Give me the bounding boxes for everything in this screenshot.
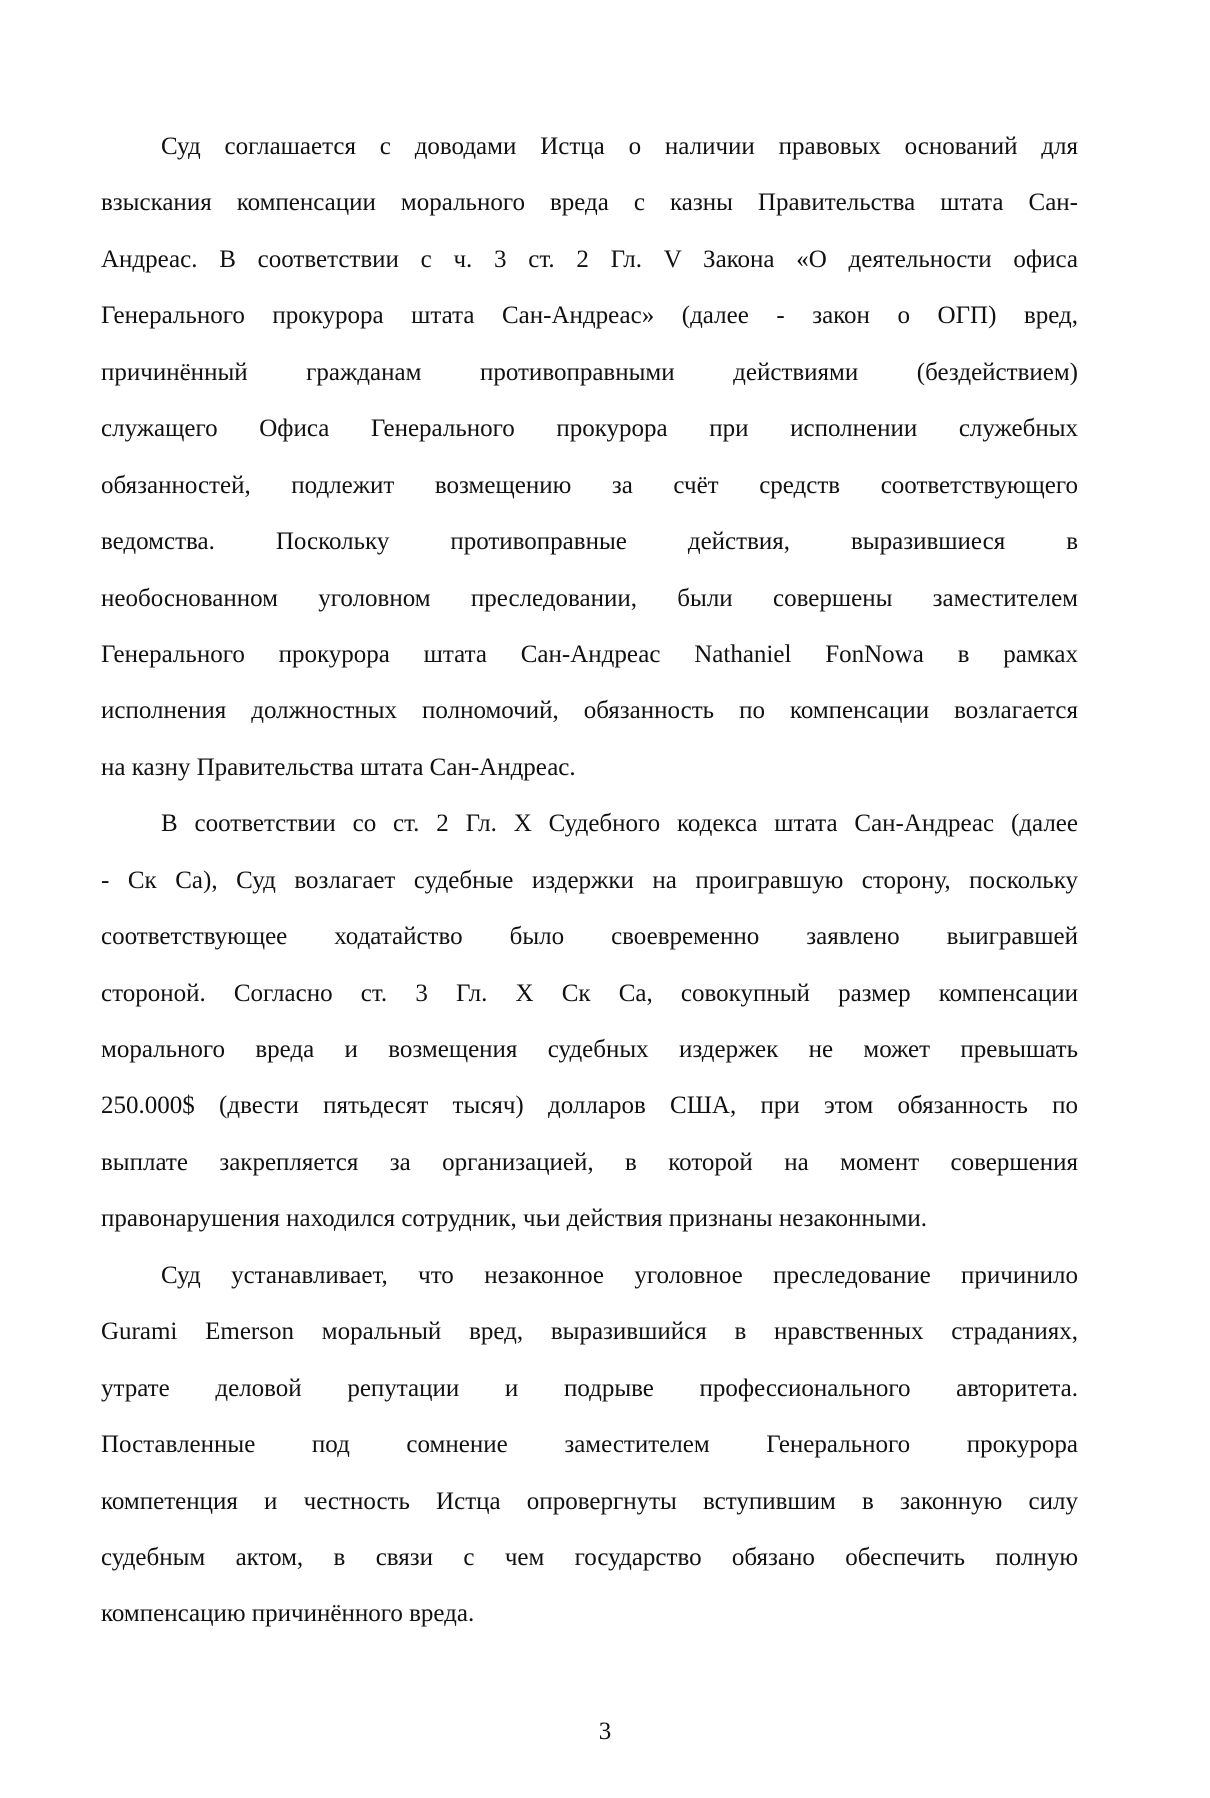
page-number: 3 xyxy=(598,1718,612,1745)
text-line: служащего Офиса Генерального прокурора при исполнении служебных xyxy=(101,415,1078,443)
text-line: утрате деловой репутации и подрыве профессионального авторитета. xyxy=(101,1374,1078,1402)
text-line: соответствующее ходатайство было своевременно заявлено выигравшей xyxy=(101,923,1078,951)
text-line: исполнения должностных полномочий, обязанность по компенсации возлагается xyxy=(101,697,1078,725)
document-body xyxy=(101,119,1078,1643)
text-line: Андреас. В соответствии с ч. 3 ст. 2 Гл. V Закона «О деятельности офиса xyxy=(101,245,1078,273)
text-line: судебным актом, в связи с чем государство обязано обеспечить полную xyxy=(101,1543,1078,1571)
paragraph xyxy=(101,119,1078,796)
text-line: выплате закрепляется за организацией, в которой на момент совершения xyxy=(101,1148,1078,1176)
text-line: Суд устанавливает, что незаконное уголовное преследование причинило xyxy=(161,1261,1078,1289)
text-line: Генерального прокурора штата Сан-Андреас» (далее - закон о ОГП) вред, xyxy=(101,302,1078,330)
text-line: В соответствии со ст. 2 Гл. X Судебного кодекса штата Сан-Андреас (далее xyxy=(161,810,1078,838)
text-line: компетенция и честность Истца опровергнуты вступившим в законную силу xyxy=(101,1487,1078,1515)
text-line: стороной. Согласно ст. 3 Гл. X Ск Са, совокупный размер компенсации xyxy=(101,979,1078,1007)
text-line: морального вреда и возмещения судебных издержек не может превышать xyxy=(101,1036,1078,1063)
text-line: на казну Правительства штата Сан-Андреас. xyxy=(101,753,576,781)
text-line: обязанностей, подлежит возмещению за счёт средств соответствующего xyxy=(101,471,1078,499)
text-line: Суд соглашается с доводами Истца о наличии правовых оснований для xyxy=(161,133,1078,160)
text-line: Генерального прокурора штата Сан-Андреас Nathaniel FonNowa в рамках xyxy=(101,640,1078,668)
text-line: причинённый гражданам противоправными действиями (бездействием) xyxy=(101,358,1078,386)
text-line: Gurami Emerson моральный вред, выразившийся в нравственных страданиях, xyxy=(101,1318,1078,1346)
text-line: ведомства. Поскольку противоправные действия, выразившиеся в xyxy=(101,528,1078,556)
text-line: правонарушения находился сотрудник, чьи действия признаны незаконными. xyxy=(101,1205,927,1233)
paragraph xyxy=(101,796,1078,1248)
paragraph xyxy=(101,1248,1078,1643)
text-line: 250.000$ (двести пятьдесят тысяч) долларов США, при этом обязанность по xyxy=(101,1092,1078,1120)
text-line: взыскания компенсации морального вреда с казны Правительства штата Сан- xyxy=(101,189,1078,217)
text-line: необоснованном уголовном преследовании, были совершены заместителем xyxy=(101,584,1078,612)
text-line: - Ск Са), Суд возлагает судебные издержки на проигравшую сторону, поскольку xyxy=(101,866,1078,894)
text-line: Поставленные под сомнение заместителем Генерального прокурора xyxy=(101,1431,1078,1459)
text-line: компенсацию причинённого вреда. xyxy=(101,1600,475,1628)
